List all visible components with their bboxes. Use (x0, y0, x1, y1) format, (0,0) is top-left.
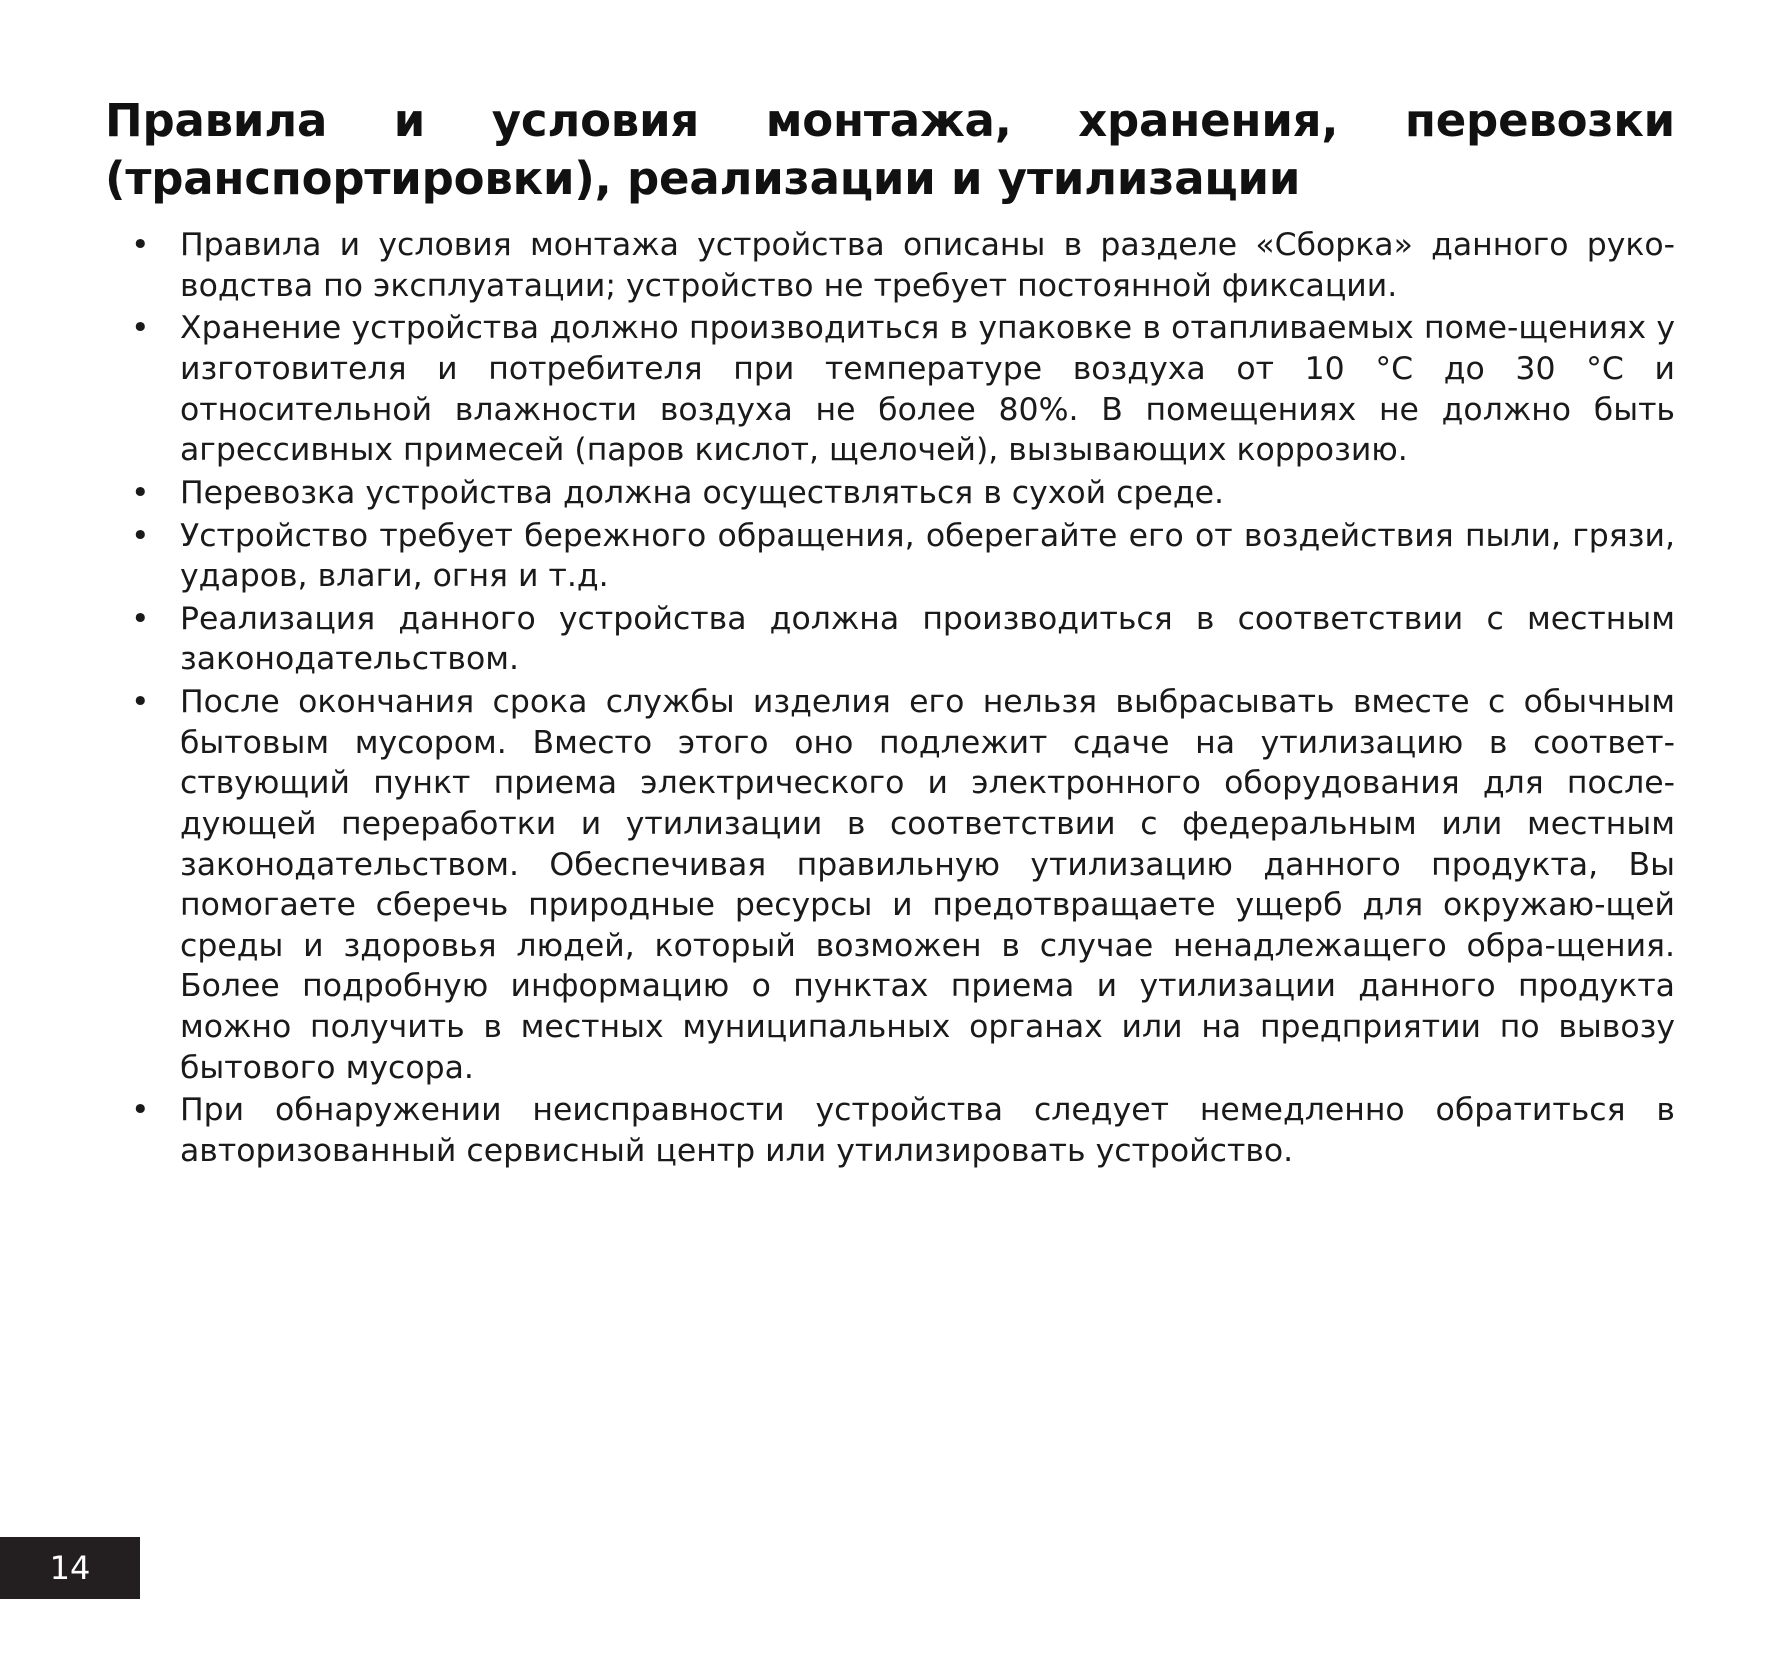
bullet-icon: • (131, 1092, 150, 1129)
list-item-text: Хранение устройства должно производиться в упаковке в отапливаемых поме-щениях у изготовителя и потребителя при температуре воздуха от 10 °C до 30 °C и относительной влажности воздуха не более 80%. В помещениях не должно быть агрессивных примесей (паров кислот, щелочей), вызывающих коррозию. (180, 310, 1675, 469)
bullet-list (105, 225, 1675, 1171)
bullet-icon: • (131, 310, 150, 347)
bullet-icon: • (131, 517, 150, 554)
list-item-text: Устройство требует бережного обращения, оберегайте его от воздействия пыли, грязи, ударов, влаги, огня и т.д. (180, 517, 1675, 595)
list-item (105, 225, 1675, 306)
list-item (105, 1090, 1675, 1171)
list-item (105, 308, 1675, 471)
list-item (105, 516, 1675, 597)
list-item-text: После окончания срока службы изделия его нельзя выбрасывать вместе с обычным бытовым мусором. Вместо этого оно подлежит сдаче на утилизацию в соответ-ствующий пункт приема электрического и электронного оборудования для после-дующей переработки и утилизации в соответствии с федеральным или местным законодательством. Обеспечивая правильную утилизацию данного продукта, Вы помогаете сберечь природные ресурсы и предотвращаете ущерб для окружаю-щей среды и здоровья людей, который возможен в случае ненадлежащего обра-щения. Более подробную информацию о пунктах приема и утилизации данного продукта можно получить в местных муниципальных органах или на предприятии по вывозу бытового мусора. (180, 684, 1675, 1086)
list-item-text: При обнаружении неисправности устройства следует немедленно обратиться в авторизованный сервисный центр или утилизировать устройство. (180, 1092, 1675, 1169)
bullet-icon: • (131, 600, 150, 637)
page-number-bar (0, 1537, 140, 1599)
list-item (105, 599, 1675, 680)
list-item-text: Перевозка устройства должна осуществляться в сухой среде. (180, 474, 1225, 511)
page-title: Правила и условия монтажа, хранения, перевозки (транспортировки), реализации и утилизации (105, 94, 1675, 205)
bullet-icon: • (131, 227, 150, 264)
page-content (105, 92, 1675, 1174)
bullet-icon: • (131, 684, 150, 721)
list-item (105, 473, 1675, 514)
list-item-text: Реализация данного устройства должна производиться в соответствии с местным законодательством. (180, 600, 1675, 678)
bullet-icon: • (131, 474, 150, 511)
list-item (105, 682, 1675, 1088)
page-number: 14 (49, 1549, 91, 1587)
list-item-text: Правила и условия монтажа устройства описаны в разделе «Сборка» данного руко-водства по эксплуатации; устройство не требует постоянной фиксации. (180, 227, 1675, 304)
